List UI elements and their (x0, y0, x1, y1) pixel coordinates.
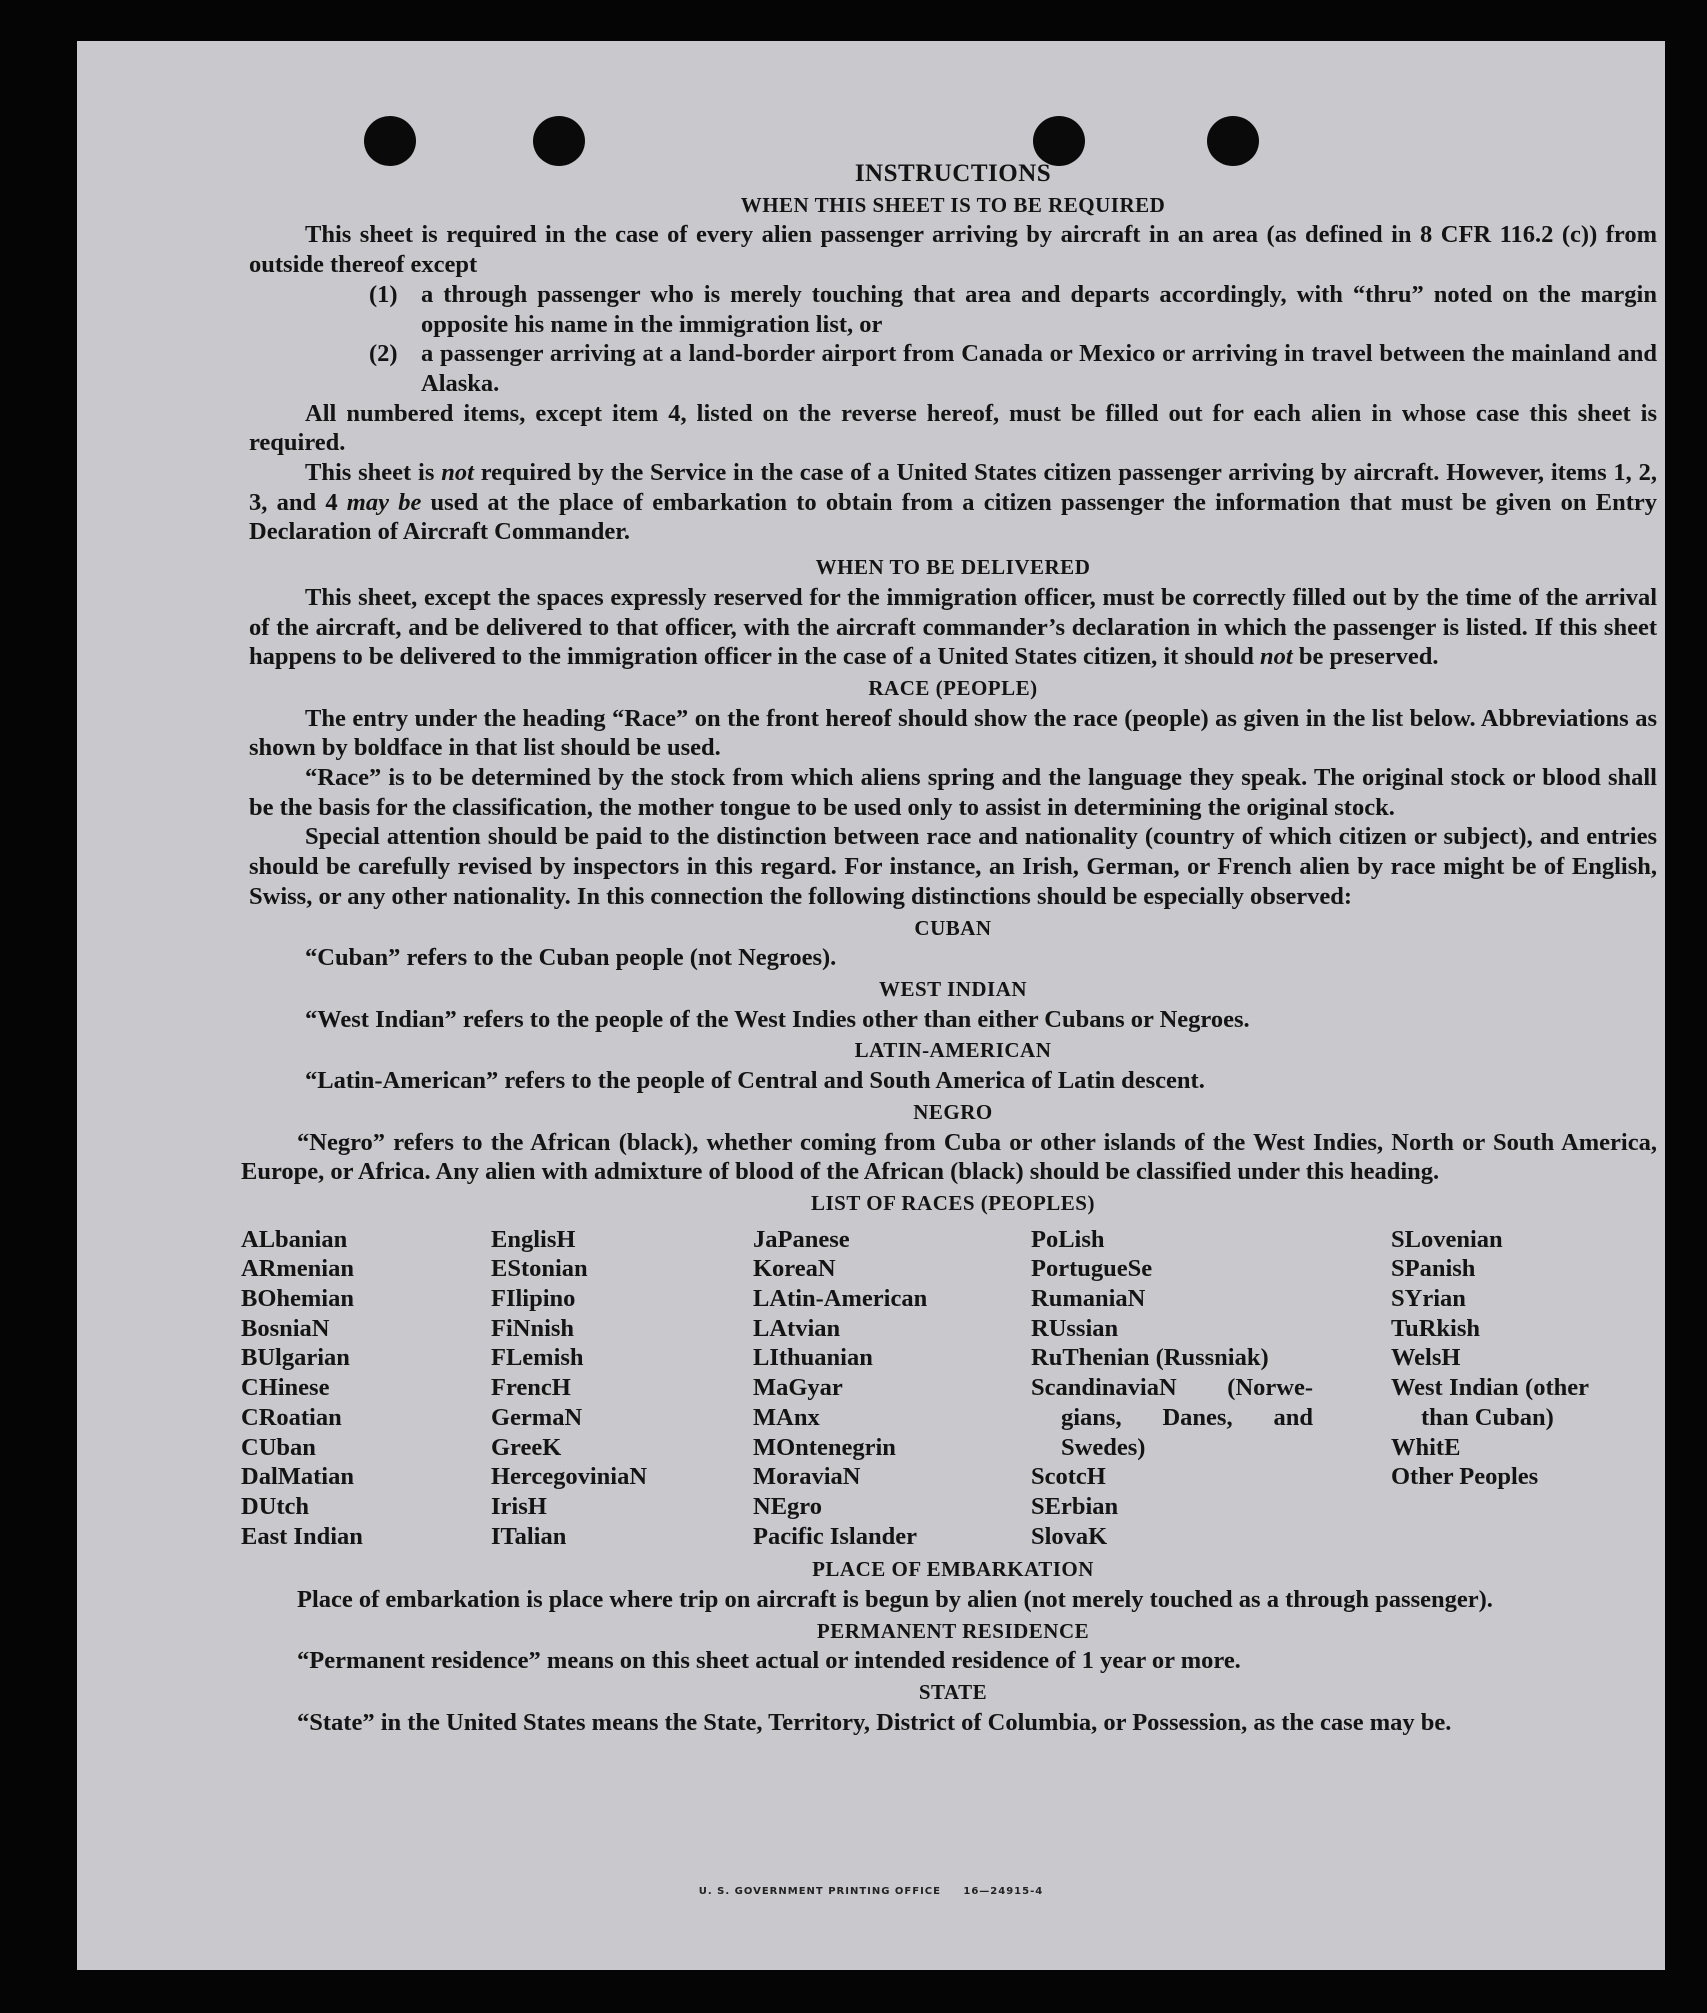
race-entry: gians, Danes, and (1061, 1403, 1313, 1431)
paragraph: Place of embarkation is place where trip on aircraft is begun by alien (not merely touched as a through passenger). (297, 1586, 1493, 1614)
section-heading: RACE (PEOPLE) (868, 675, 1038, 700)
definition-heading: CUBAN (914, 915, 992, 940)
paragraph (249, 583, 1657, 672)
races-column (491, 1225, 753, 1552)
definition-text: “Cuban” refers to the Cuban people (not Negroes). (305, 944, 837, 972)
race-entry: MoraviaN (753, 1463, 861, 1491)
race-entry: Swedes) (1061, 1433, 1146, 1461)
race-entry: LAtin-American (753, 1285, 928, 1313)
race-entry: CHinese (241, 1374, 330, 1402)
paragraph: Special attention should be paid to the distinction between race and nationality (country of which citizen or subject), and entries should be carefully revised by inspectors in this regard. For instance, an Irish, German, or French alien by race might be of English, Swiss, or any other nationality. In this connection the following distinctions should be especially observed: (249, 823, 1657, 910)
text: This sheet is (305, 459, 442, 487)
race-entry: FIlipino (491, 1285, 576, 1313)
race-entry: West Indian (other (1391, 1374, 1589, 1402)
section-heading: LIST OF RACES (PEOPLES) (811, 1190, 1095, 1215)
emphasis: may be (346, 488, 422, 516)
text: This sheet, except the spaces expressly reserved for the immigration officer, must be correctly filled out by the time of the arrival of the aircraft, and be delivered to that officer, with the aircraft commander’s declaration in which the passenger is listed. If this sheet happens to be delivered to the immigration officer in the case of a United States citizen, it should (249, 583, 1657, 671)
race-entry: RuThenian (Russniak) (1031, 1344, 1269, 1372)
item-text: a passenger arriving at a land-border airport from Canada or Mexico or arriving in travel between the mainland and Alaska. (421, 340, 1657, 397)
race-entry: FLemish (491, 1344, 584, 1372)
race-entry: BosniaN (241, 1314, 330, 1342)
race-entry: HercegoviniaN (491, 1463, 648, 1491)
paragraph: The entry under the heading “Race” on the front hereof should show the race (people) as given in the list below. Abbreviations as shown by boldface in that list should be used. (249, 704, 1657, 762)
race-entry: WhitE (1391, 1433, 1461, 1461)
race-entry: ALbanian (241, 1225, 348, 1253)
races-column (753, 1225, 1031, 1552)
race-entry: KoreaN (753, 1255, 836, 1283)
paragraph (249, 458, 1657, 547)
definition-text: “Latin-American” refers to the people of Central and South America of Latin descent. (305, 1067, 1205, 1095)
race-entry: ARmenian (241, 1255, 354, 1283)
race-entry: SPanish (1391, 1255, 1476, 1283)
text: required by the Service in the case of a United States citizen passenger arriving by aircraft. However, items 1, 2, 3, and 4 (249, 459, 1658, 516)
race-entry: Other Peoples (1391, 1463, 1539, 1491)
race-entry: MOntenegrin (753, 1433, 896, 1461)
list-item (369, 280, 1657, 339)
race-entry: TuRkish (1391, 1314, 1481, 1342)
race-entry: than Cuban) (1421, 1403, 1554, 1431)
race-entry: IrisH (491, 1492, 547, 1520)
paragraph: “State” in the United States means the State, Territory, District of Columbia, or Possession, as the case may be. (297, 1708, 1452, 1736)
race-entry: LIthuanian (753, 1344, 873, 1372)
page-title: INSTRUCTIONS (854, 160, 1052, 187)
race-entry: PortugueSe (1031, 1255, 1153, 1283)
document-page (77, 41, 1665, 1970)
race-entry: MAnx (753, 1403, 820, 1431)
paragraph: “Race” is to be determined by the stock from which aliens spring and the language they speak. The original stock or blood shall be the basis for the classification, the mother tongue to be used only to assist in determining the original stock. (249, 764, 1657, 821)
list-item (369, 339, 1657, 398)
race-entry: EnglisH (491, 1225, 576, 1253)
race-entry: JaPanese (753, 1225, 850, 1253)
emphasis: not (441, 459, 474, 487)
paragraph: “Permanent residence” means on this sheet actual or intended residence of 1 year or more. (297, 1647, 1241, 1675)
race-entry: ScandinaviaN (Norwe- (1031, 1374, 1313, 1402)
item-number: (2) (369, 340, 398, 368)
text: used at the place of embarkation to obtain from a citizen passenger the information that must be given on Entry Declaration of Aircraft Commander. (249, 488, 1657, 546)
race-entry: BOhemian (241, 1285, 354, 1313)
definition-heading: NEGRO (913, 1099, 993, 1124)
race-entry: MaGyar (753, 1374, 843, 1402)
race-entry: CRoatian (241, 1403, 342, 1431)
race-entry: SlovaK (1031, 1522, 1108, 1550)
section-heading: PLACE OF EMBARKATION (812, 1557, 1094, 1582)
item-text: a through passenger who is merely touching that area and departs accordingly, with “thru” noted on the margin opposite his name in the immigration list, or (421, 280, 1657, 338)
paragraph: This sheet is required in the case of every alien passenger arriving by aircraft in an area (as defined in 8 CFR 116.2 (c)) from outside thereof except (249, 221, 1657, 279)
definition-text: “West Indian” refers to the people of the West Indies other than either Cubans or Negroes. (305, 1005, 1250, 1033)
definition-heading: WEST INDIAN (878, 976, 1028, 1001)
race-entry: LAtvian (753, 1314, 841, 1342)
item-number: (1) (369, 280, 398, 308)
race-entry: CUban (241, 1433, 316, 1461)
race-entry: GreeK (491, 1433, 562, 1461)
section-heading: WHEN THIS SHEET IS TO BE REQUIRED (740, 192, 1166, 217)
race-entry: RumaniaN (1031, 1285, 1146, 1313)
races-list (241, 1225, 1657, 1552)
race-entry: FrencH (491, 1374, 571, 1402)
race-entry: BUlgarian (241, 1344, 350, 1372)
race-entry: FiNnish (491, 1314, 575, 1342)
race-entry: SLovenian (1391, 1225, 1503, 1253)
race-entry: ScotcH (1031, 1463, 1106, 1491)
races-column (1391, 1225, 1649, 1552)
race-entry: WelsH (1391, 1344, 1461, 1372)
race-entry: ITalian (491, 1522, 567, 1550)
races-column (241, 1225, 491, 1552)
definition-heading: LATIN-AMERICAN (854, 1038, 1052, 1063)
section-heading: PERMANENT RESIDENCE (816, 1618, 1090, 1643)
race-entry: East Indian (241, 1522, 363, 1550)
printer-imprint: U. S. GOVERNMENT PRINTING OFFICE 16—24915-4 (698, 1886, 1044, 1897)
section-heading: STATE (918, 1680, 988, 1705)
race-entry: DalMatian (241, 1463, 354, 1491)
section-heading: WHEN TO BE DELIVERED (815, 555, 1091, 580)
race-entry: DUtch (241, 1492, 310, 1520)
race-entry: GermaN (491, 1403, 583, 1431)
races-column (1031, 1225, 1391, 1552)
race-entry: SYrian (1391, 1285, 1466, 1313)
text: be preserved. (1292, 643, 1439, 671)
race-entry: SErbian (1031, 1492, 1119, 1520)
paragraph: All numbered items, except item 4, listed on the reverse hereof, must be filled out for each alien in whose case this sheet is required. (249, 399, 1657, 457)
race-entry: PoLish (1031, 1225, 1105, 1253)
instructions-body (241, 157, 1658, 1738)
emphasis: not (1260, 643, 1293, 671)
race-entry: EStonian (491, 1255, 588, 1283)
definition-text: “Negro” refers to the African (black), whether coming from Cuba or other islands of the West Indies, North or South America, Europe, or Africa. Any alien with admixture of blood of the African (black) should be classified under this heading. (241, 1128, 1657, 1186)
race-entry: NEgro (753, 1492, 822, 1520)
race-entry: Pacific Islander (753, 1522, 917, 1550)
race-entry: RUssian (1031, 1314, 1119, 1342)
